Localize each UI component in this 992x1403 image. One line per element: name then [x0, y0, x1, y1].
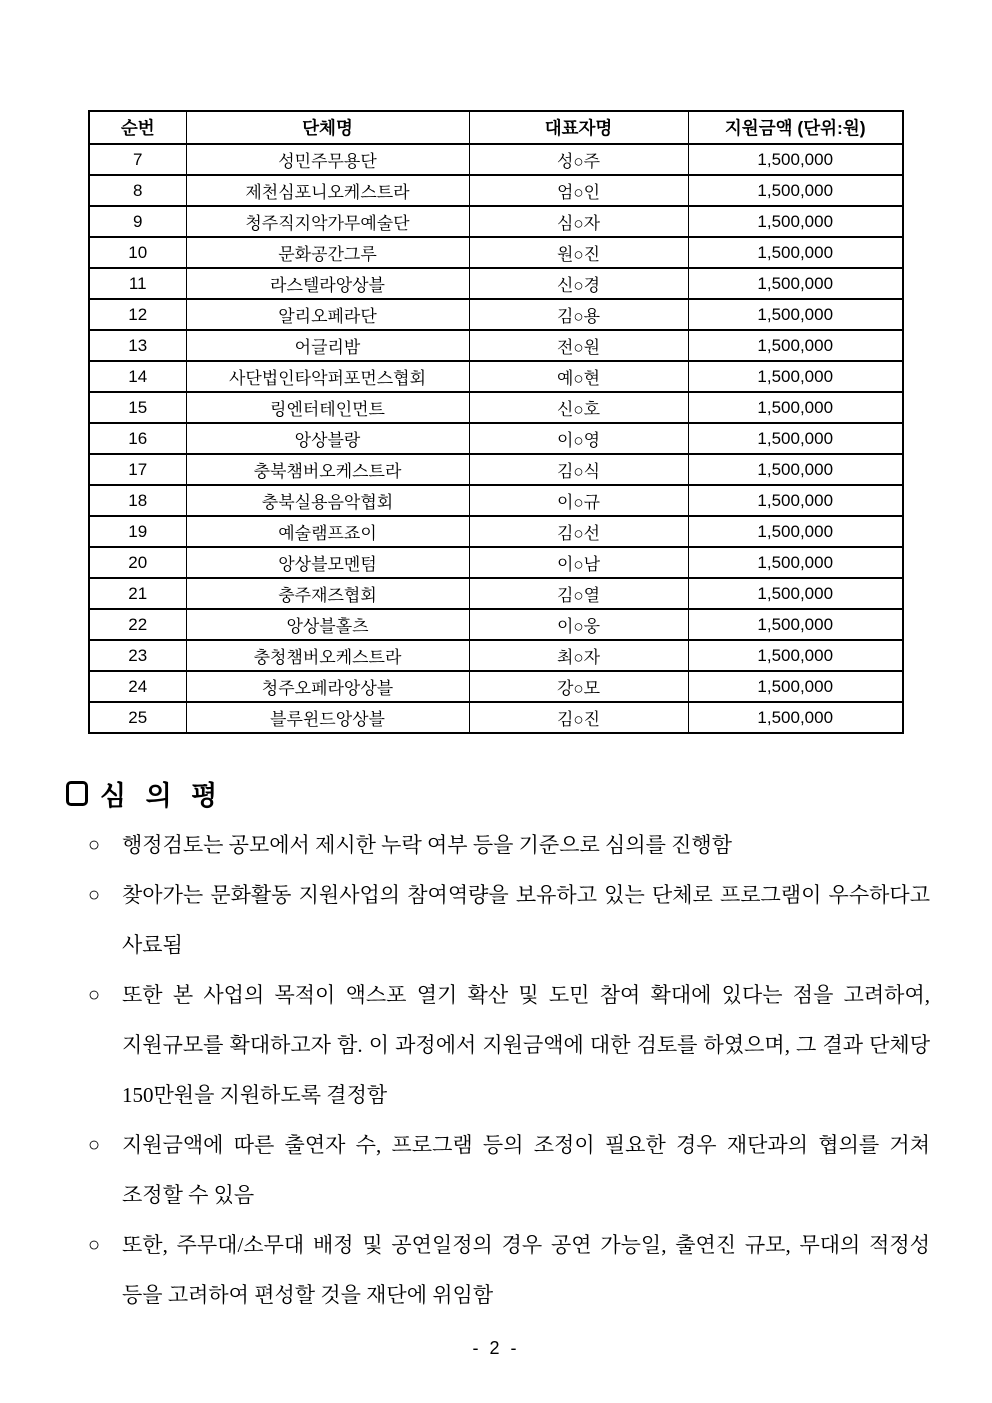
table-row: [89, 671, 903, 702]
cell-no: 21: [89, 578, 186, 609]
table-row: [89, 640, 903, 671]
cell-org: 청주오페라앙상블: [186, 671, 469, 702]
cell-rep: 이○남: [469, 547, 688, 578]
circle-bullet-icon: ○: [88, 1234, 101, 1256]
cell-amount: 1,500,000: [688, 206, 903, 237]
cell-no: 19: [89, 516, 186, 547]
column-header-0: 순번: [89, 111, 186, 144]
table-row: [89, 702, 903, 733]
cell-rep: 김○용: [469, 299, 688, 330]
cell-rep: 김○열: [469, 578, 688, 609]
table-row: [89, 237, 903, 268]
cell-org: 성민주무용단: [186, 144, 469, 175]
review-bullet-text: 행정검토는 공모에서 제시한 누락 여부 등을 기준으로 심의를 진행함: [122, 833, 733, 857]
cell-rep: 이○규: [469, 485, 688, 516]
table-row: [89, 547, 903, 578]
cell-org: 제천심포니오케스트라: [186, 175, 469, 206]
cell-rep: 신○경: [469, 268, 688, 299]
review-bullet-3: [88, 1120, 930, 1220]
cell-amount: 1,500,000: [688, 454, 903, 485]
table-row: [89, 175, 903, 206]
review-bullet-2: [88, 970, 930, 1120]
cell-amount: 1,500,000: [688, 640, 903, 671]
cell-rep: 엄○인: [469, 175, 688, 206]
cell-rep: 예○현: [469, 361, 688, 392]
table-row: [89, 516, 903, 547]
cell-no: 10: [89, 237, 186, 268]
cell-org: 앙상블랑: [186, 423, 469, 454]
review-bullet-0: [88, 820, 930, 870]
cell-rep: 심○자: [469, 206, 688, 237]
cell-rep: 이○영: [469, 423, 688, 454]
column-header-1: 단체명: [186, 111, 469, 144]
cell-rep: 성○주: [469, 144, 688, 175]
cell-no: 20: [89, 547, 186, 578]
cell-no: 13: [89, 330, 186, 361]
cell-amount: 1,500,000: [688, 547, 903, 578]
table-row: [89, 299, 903, 330]
table-row: [89, 268, 903, 299]
cell-amount: 1,500,000: [688, 237, 903, 268]
cell-rep: 신○호: [469, 392, 688, 423]
cell-no: 24: [89, 671, 186, 702]
table-row: [89, 578, 903, 609]
cell-org: 알리오페라단: [186, 299, 469, 330]
cell-org: 앙상블홀츠: [186, 609, 469, 640]
cell-no: 17: [89, 454, 186, 485]
cell-no: 11: [89, 268, 186, 299]
cell-amount: 1,500,000: [688, 268, 903, 299]
cell-amount: 1,500,000: [688, 578, 903, 609]
cell-amount: 1,500,000: [688, 392, 903, 423]
cell-amount: 1,500,000: [688, 609, 903, 640]
cell-amount: 1,500,000: [688, 516, 903, 547]
cell-no: 25: [89, 702, 186, 733]
cell-no: 9: [89, 206, 186, 237]
circle-bullet-icon: ○: [88, 834, 101, 856]
cell-no: 8: [89, 175, 186, 206]
review-title-text: 심 의 평: [100, 781, 224, 811]
review-bullet-text: 지원금액에 따른 출연자 수, 프로그램 등의 조정이 필요한 경우 재단과의 협의를 거쳐 조정할 수 있음: [122, 1133, 930, 1207]
review-bullet-text: 또한, 주무대/소무대 배정 및 공연일정의 경우 공연 가능일, 출연진 규모, 무대의 적정성 등을 고려하여 편성할 것을 재단에 위임함: [122, 1233, 930, 1307]
cell-rep: 김○식: [469, 454, 688, 485]
cell-rep: 이○웅: [469, 609, 688, 640]
cell-org: 청주직지악가무예술단: [186, 206, 469, 237]
cell-no: 23: [89, 640, 186, 671]
cell-org: 앙상블모멘텀: [186, 547, 469, 578]
cell-org: 문화공간그루: [186, 237, 469, 268]
review-bullet-4: [88, 1220, 930, 1320]
review-bullet-1: [88, 870, 930, 970]
grant-table: [88, 110, 904, 734]
cell-rep: 전○원: [469, 330, 688, 361]
cell-org: 충북챔버오케스트라: [186, 454, 469, 485]
cell-rep: 최○자: [469, 640, 688, 671]
table-row: [89, 392, 903, 423]
cell-no: 12: [89, 299, 186, 330]
cell-org: 충북실용음악협회: [186, 485, 469, 516]
cell-amount: 1,500,000: [688, 423, 903, 454]
cell-no: 14: [89, 361, 186, 392]
circle-bullet-icon: ○: [88, 984, 101, 1006]
table-row: [89, 361, 903, 392]
cell-rep: 원○진: [469, 237, 688, 268]
cell-amount: 1,500,000: [688, 361, 903, 392]
cell-amount: 1,500,000: [688, 175, 903, 206]
table-row: [89, 609, 903, 640]
column-header-2: 대표자명: [469, 111, 688, 144]
cell-no: 22: [89, 609, 186, 640]
cell-amount: 1,500,000: [688, 702, 903, 733]
cell-rep: 김○진: [469, 702, 688, 733]
cell-rep: 강○모: [469, 671, 688, 702]
square-bullet-icon: [66, 781, 88, 806]
circle-bullet-icon: ○: [88, 1134, 101, 1156]
cell-amount: 1,500,000: [688, 671, 903, 702]
cell-amount: 1,500,000: [688, 299, 903, 330]
cell-org: 블루윈드앙상블: [186, 702, 469, 733]
cell-org: 예술램프죠이: [186, 516, 469, 547]
table-row: [89, 485, 903, 516]
page-number: - 2 -: [472, 1338, 520, 1358]
cell-org: 어글리밤: [186, 330, 469, 361]
grant-table-body: [89, 144, 903, 733]
cell-org: 충청챔버오케스트라: [186, 640, 469, 671]
cell-org: 충주재즈협회: [186, 578, 469, 609]
cell-amount: 1,500,000: [688, 485, 903, 516]
cell-no: 18: [89, 485, 186, 516]
table-row: [89, 423, 903, 454]
review-bullet-text: 또한 본 사업의 목적이 액스포 열기 확산 및 도민 참여 확대에 있다는 점을 고려하여, 지원규모를 확대하고자 함. 이 과정에서 지원금액에 대한 검토를 하였으며, 그 결과 단체당 150만원을 지원하도록 결정함: [122, 983, 930, 1107]
cell-no: 16: [89, 423, 186, 454]
review-bullet-list: [88, 820, 930, 1320]
cell-amount: 1,500,000: [688, 330, 903, 361]
cell-org: 링엔터테인먼트: [186, 392, 469, 423]
table-row: [89, 144, 903, 175]
header-row: [89, 111, 903, 144]
grant-table-header: [89, 111, 903, 144]
cell-org: 사단법인타악퍼포먼스협회: [186, 361, 469, 392]
cell-rep: 김○선: [469, 516, 688, 547]
table-row: [89, 206, 903, 237]
review-section-title: [66, 774, 223, 813]
cell-amount: 1,500,000: [688, 144, 903, 175]
table-row: [89, 330, 903, 361]
cell-no: 7: [89, 144, 186, 175]
cell-org: 라스텔라앙상블: [186, 268, 469, 299]
review-bullet-text: 찾아가는 문화활동 지원사업의 참여역량을 보유하고 있는 단체로 프로그램이 우수하다고 사료됨: [122, 883, 930, 957]
table-row: [89, 454, 903, 485]
cell-no: 15: [89, 392, 186, 423]
circle-bullet-icon: ○: [88, 884, 101, 906]
column-header-3: 지원금액 (단위:원): [688, 111, 903, 144]
